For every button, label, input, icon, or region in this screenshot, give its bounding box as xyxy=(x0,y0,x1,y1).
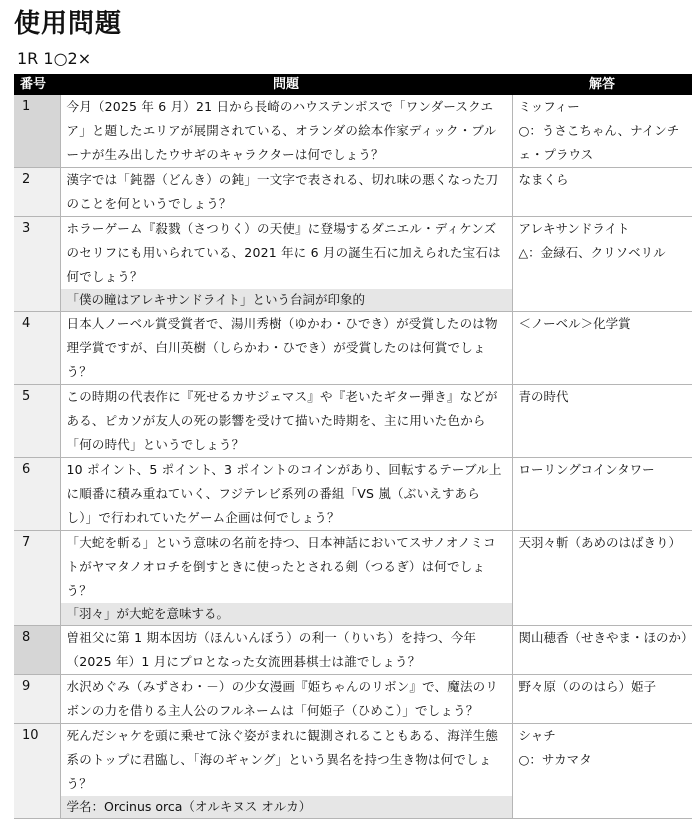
row-number: 7 xyxy=(14,531,60,626)
question-note: 学名：Orcinus orca（オルキヌス オルカ） xyxy=(61,796,512,818)
question-text: 曽祖父に第 1 期本因坊（ほんいんぼう）の利一（りいち）を持つ、今年（2025 年）1 月にプロとなった女流囲碁棋士は誰でしょう？ xyxy=(66,630,477,669)
answer-text: なまくら xyxy=(518,172,569,187)
row-number: 3 xyxy=(14,217,60,312)
question-text: 死んだシャケを頭に乗せて泳ぐ姿がまれに観測されることもある、海洋生態系のトップに君臨し、「海のギャング」という異名を持つ生き物は何でしょう？ xyxy=(66,728,499,791)
table-row xyxy=(14,531,692,626)
row-number: 5 xyxy=(14,385,60,458)
header-question: 問題 xyxy=(60,74,512,95)
question-note: 「僕の瞳はアレキサンドライト」という台詞が印象的 xyxy=(61,289,512,311)
row-number: 2 xyxy=(14,168,60,217)
answer-text: ＜ノーベル＞化学賞 xyxy=(518,316,631,331)
row-number: 10 xyxy=(14,724,60,819)
answer-text: 関山穂香（せきやま・ほのか） xyxy=(518,630,694,645)
answer-cell xyxy=(512,675,692,724)
question-text: 「大蛇を斬る」という意味の名前を持つ、日本神話においてスサノオノミコトがヤマタノオロチを倒すときに使ったとされる剣（つるぎ）は何でしょう？ xyxy=(66,535,496,598)
alternate-answer: ○：うさこちゃん、ナインチェ・プラウス xyxy=(518,123,680,162)
answer-cell xyxy=(512,531,692,626)
row-number: 1 xyxy=(14,95,60,168)
table-row xyxy=(14,724,692,819)
row-number: 4 xyxy=(14,312,60,385)
alternate-answer: △：金緑石、クリソベリル xyxy=(518,245,666,260)
answer-cell xyxy=(512,385,692,458)
page-title: 使用問題 xyxy=(14,9,123,39)
answer-text: 天羽々斬（あめのはばきり） xyxy=(518,535,682,550)
question-text: 水沢めぐみ（みずさわ・－）の少女漫画『姫ちゃんのリボン』で、魔法のリボンの力を借りる主人公のフルネームは「何姫子（ひめこ）」でしょう？ xyxy=(66,679,499,718)
question-text: 日本人ノーベル賞受賞者で、湯川秀樹（ゆかわ・ひでき）が受賞したのは物理学賞ですが、白川英樹（しらかわ・ひでき）が受賞したのは何賞でしょう？ xyxy=(66,316,498,379)
table-row xyxy=(14,217,692,312)
question-text: 今月（2025 年 6 月）21 日から長崎のハウステンボスで「ワンダースクエア」と題したエリアが展開されている、オランダの絵本作家ディック・ブルーナが生み出したウサギのキャラクターは何でしょう？ xyxy=(66,99,497,162)
answer-text: 野々原（ののはら）姫子 xyxy=(518,679,657,694)
answer-cell xyxy=(512,458,692,531)
header-answer: 解答 xyxy=(512,74,692,95)
question-text: 10 ポイント、5 ポイント、3 ポイントのコインがあり、回転するテーブル上に順番に積み重ねていく、フジテレビ系列の番組「VS 嵐（ぶいえすあらし）」で行われていたゲーム企画は何でしょう？ xyxy=(66,462,502,525)
answer-cell xyxy=(512,626,692,675)
alternate-answer: ○：サカマタ xyxy=(518,752,592,767)
answer-cell xyxy=(512,312,692,385)
table-header-row xyxy=(14,74,692,95)
row-number: 8 xyxy=(14,626,60,675)
answer-cell xyxy=(512,168,692,217)
table-row xyxy=(14,675,692,724)
answer-text: 青の時代 xyxy=(518,389,569,404)
round-rule: 1R 1○2× xyxy=(17,49,92,68)
table-row xyxy=(14,385,692,458)
answer-cell xyxy=(512,217,692,312)
table-row xyxy=(14,168,692,217)
question-table xyxy=(14,74,692,819)
question-text: 漢字では「鈍器（どんき）の鈍」一文字で表される、切れ味の悪くなった刀のことを何というでしょう？ xyxy=(66,172,499,211)
answer-text: アレキサンドライト xyxy=(518,221,630,236)
table-row xyxy=(14,95,692,168)
table-row xyxy=(14,458,692,531)
row-number: 6 xyxy=(14,458,60,531)
answer-cell xyxy=(512,724,692,819)
question-note: 「羽々」が大蛇を意味する。 xyxy=(61,603,512,625)
question-text: ホラーゲーム『殺戮（さつりく）の天使』に登場するダニエル・ディケンズのセリフにも用いられている、2021 年に 6 月の誕生石に加えられた宝石は何でしょう？ xyxy=(66,221,501,284)
header-number: 番号 xyxy=(14,74,60,95)
answer-text: ローリングコインタワー xyxy=(518,462,655,477)
table-row xyxy=(14,312,692,385)
table-row xyxy=(14,626,692,675)
answer-cell xyxy=(512,95,692,168)
row-number: 9 xyxy=(14,675,60,724)
answer-text: シャチ xyxy=(518,728,556,743)
question-text: この時期の代表作に『死せるカサジェマス』や『老いたギター弾き』などがある、ピカソが友人の死の影響を受けて描いた時期を、主に用いた色から「何の時代」というでしょう？ xyxy=(66,389,498,452)
answer-text: ミッフィー xyxy=(518,99,580,114)
